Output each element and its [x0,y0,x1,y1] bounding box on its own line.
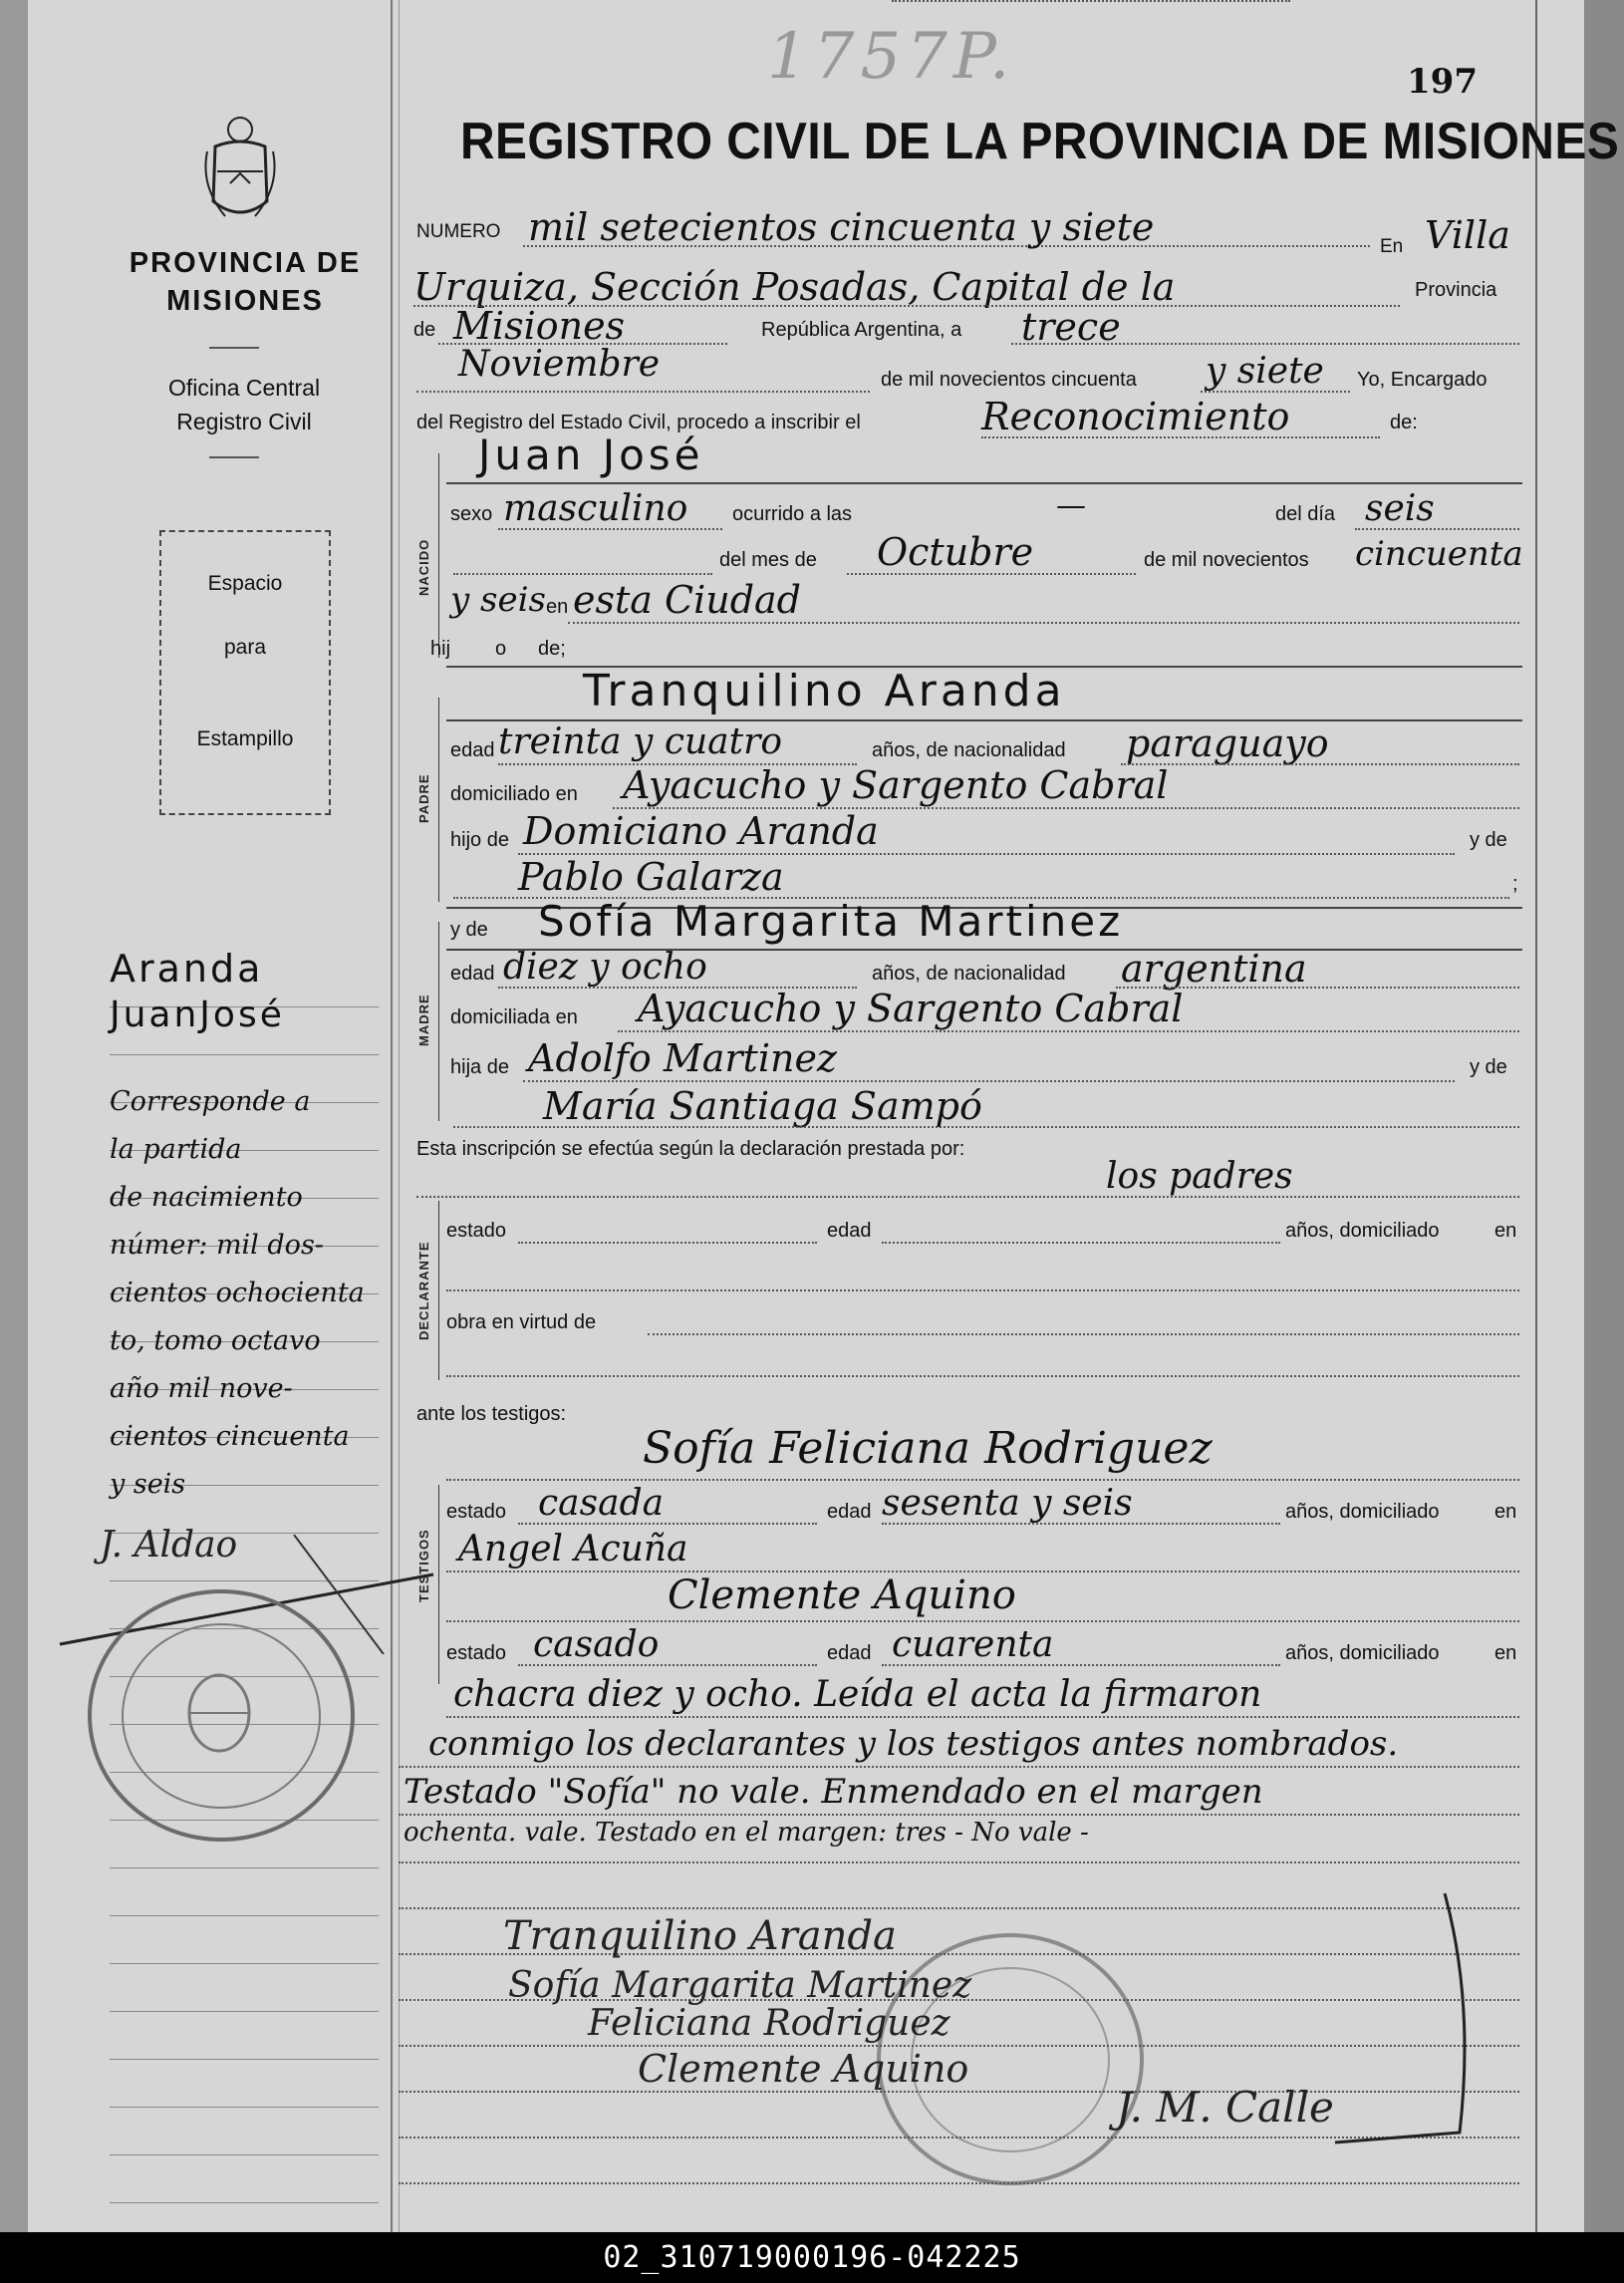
closing-line-2-rule [399,1814,1519,1816]
margin-surname: Aranda [110,947,264,991]
del-mes-label: del mes de [719,549,817,571]
margin-note-line: cientos ochocienta [110,1278,365,1308]
madre-madre-line [453,1126,1519,1128]
declarante-estado-line [518,1242,817,1244]
province-heading [96,244,395,320]
declarante-estado-label: estado [446,1220,507,1242]
sexo-line [498,528,722,530]
mes-blank-line [453,573,712,575]
madre-dom-value: Ayacucho y Sargento Cabral [638,987,1184,1030]
de-label: de [413,319,436,341]
padre-edad-label: edad [450,739,495,761]
sidebar-ruled-line [110,1963,379,1964]
margin-note-line: la partida [110,1134,242,1165]
padre-dom-label: domiciliado en [450,783,578,805]
del-mes-line [847,573,1136,575]
padre-madre-value: Pablo Galarza [518,855,784,899]
ocurrido-line [892,0,1290,2]
year2-value: y seis [450,580,546,620]
margin-note-line: cientos cincuenta [110,1421,350,1452]
madre-edad-value: diez y ocho [503,947,707,988]
sidebar-divider-inner [399,0,400,2232]
padre-nac-line [1121,763,1519,765]
month-value: Noviembre [458,344,661,385]
testigos-section-bar [438,1485,439,1684]
inscribir-label: del Registro del Estado Civil, procedo a inscribir el [416,412,861,433]
margin-note-line: Corresponde a [110,1086,311,1117]
en-label: En [1380,236,1404,257]
stamp-space-box [159,530,331,815]
signature-padre: Tranquilino Aranda [503,1913,897,1959]
office-heading [110,371,379,438]
de-mil-label: de mil novecientos [1144,549,1309,571]
sidebar-divider-dash [209,456,259,458]
obra-label: obra en virtud de [446,1311,597,1333]
padre-y-de-label: y de [1470,829,1507,851]
year-value: y siete [1206,351,1324,392]
closing-line-2: Testado "Sofía" no vale. Enmendado en el margen [404,1772,1263,1812]
padre-padre-value: Domiciano Aranda [523,809,879,853]
child-name-line [446,482,1522,484]
page-title: REGISTRO CIVIL DE LA PROVINCIA DE MISIONES [460,113,1620,170]
padre-hijo-de-label: hijo de [450,829,509,851]
testigo2-dom-line [446,1716,1519,1718]
image-id-footer: 02_310719000196-042225 [0,2232,1624,2283]
madre-padre-value: Adolfo Martinez [528,1036,837,1080]
signature-ruled-line [399,1861,1519,1863]
closing-line-3: ochenta. vale. Testado en el margen: tres - No vale - [404,1818,1089,1848]
sidebar-ruled-line [110,1915,379,1916]
de-value: Misiones [453,304,626,348]
inscribir-line [981,436,1380,438]
declarante-section-bar [438,1201,439,1380]
inscripcion-value: los padres [1106,1156,1293,1197]
del-dia-label: del día [1275,503,1336,525]
sidebar-divider-dash [209,347,259,349]
coat-of-arms-icon [195,112,285,231]
inscripcion-label: Esta inscripción se efectúa según la declaración prestada por: [416,1138,965,1160]
inscribir-value: Reconocimiento [981,395,1290,438]
testigo1-name: Sofía Feliciana Rodriguez [643,1423,1213,1474]
testigo2-en-label: en [1494,1642,1517,1664]
madre-nac-label: años, de nacionalidad [872,963,1066,985]
testigo1-estado-value: casada [538,1483,665,1524]
signature-madre: Sofía Margarita Martinez [508,1965,972,2006]
page-right-edge [1584,0,1624,2232]
month-line [416,391,870,393]
numero-label: NUMERO [416,221,501,242]
testigo1-anos-label: años, domiciliado [1285,1501,1440,1523]
testigo1-en-label: en [1494,1501,1517,1523]
sidebar-ruled-line [110,1054,379,1055]
margin-note-line: de nacimiento [110,1182,303,1213]
testigo1-edad-label: edad [827,1501,872,1523]
closing-line-1-rule [399,1766,1519,1768]
closing-line-1: conmigo los declarantes y los testigos antes nombrados. [428,1724,1399,1764]
binding-edge [0,0,28,2232]
madre-y-de-label: y de [450,919,488,941]
stamp-box-line-3: Estampillo [196,727,294,750]
padre-edad-value: treinta y cuatro [498,721,782,762]
padre-nac-value: paraguayo [1126,721,1329,765]
testigo1-edad-line [882,1523,1280,1525]
nacido-section-bar [438,453,439,658]
declarante-line-4 [446,1375,1519,1377]
provincia-label: Provincia [1415,279,1497,301]
sidebar-ruled-line [110,2011,379,2012]
padre-nac-label: años, de nacionalidad [872,739,1066,761]
year-line [1201,391,1350,393]
declarante-line-2 [446,1289,1519,1291]
madre-section-bar [438,922,439,1121]
sidebar-ruled-line [110,2154,379,2155]
testigo2-estado-value: casado [533,1624,660,1665]
sidebar-divider [391,0,393,2232]
padre-name: Tranquilino Aranda [583,666,1066,716]
official-flourish [1325,1883,1504,2162]
province-line-2: MISIONES [166,285,324,317]
declarante-edad-label: edad [827,1220,872,1242]
madre-dom-line [618,1030,1519,1032]
sidebar-ruled-line [110,2059,379,2060]
stamp-box-line-1: Espacio [207,572,283,595]
encargado-label: Yo, Encargado [1357,369,1488,391]
testigos-label: ante los testigos: [416,1403,567,1425]
madre-hija-de-label: hija de [450,1056,509,1078]
madre-padre-line [523,1080,1455,1082]
sexo-label: sexo [450,503,493,525]
del-mes-value: Octubre [877,530,1034,574]
declarante-en-label: en [1494,1220,1517,1242]
padre-semicolon: ; [1512,873,1518,895]
testigo2-anos-label: años, domiciliado [1285,1642,1440,1664]
margin-signature: J. Aldao [100,1525,238,1566]
madre-name: Sofía Margarita Martinez [538,897,1124,946]
civil-registry-seal [88,1589,355,1842]
testigo1-name-line [446,1479,1519,1481]
de3-label: de; [538,638,566,660]
day-line [1011,343,1519,345]
en2-label: en [546,596,569,618]
declarante-anos-label: años, domiciliado [1285,1220,1440,1242]
madre-edad-label: edad [450,963,495,985]
hij-value: o [495,638,507,660]
testigo2-edad-label: edad [827,1642,872,1664]
stamp-box-line-2: para [223,636,267,659]
margin-note-line: númer: mil dos- [110,1230,324,1261]
margin-given-name: JuanJosé [110,995,285,1035]
testigo1-edad-value: sesenta y seis [882,1483,1133,1524]
handwritten-record-number: 1757P. [767,20,1016,94]
day-value: trece [1021,305,1121,349]
de2-label: de: [1390,412,1418,433]
obra-line [648,1333,1519,1335]
signature-testigo-1: Feliciana Rodriguez [588,2003,950,2044]
page-number: 197 [1407,62,1478,102]
margin-note-line: y seis [110,1469,186,1500]
testigo1-dom-value: Angel Acuña [458,1529,688,1570]
declarante-edad-line [882,1242,1280,1244]
padre-section-bar [438,698,439,902]
section-label-testigos: TESTIGOS [416,1529,431,1602]
padre-dom-value: Ayacucho y Sargento Cabral [623,763,1169,807]
sidebar-ruled-line [110,1867,379,1868]
sidebar-ruled-line [110,2202,379,2203]
testigo1-estado-line [518,1523,817,1525]
office-line-1: Oficina Central [167,375,321,401]
testigo2-name: Clemente Aquino [668,1572,1016,1618]
inscripcion-line [416,1196,1519,1198]
madre-y-de-label: y de [1470,1056,1507,1078]
section-label-madre: MADRE [416,994,431,1046]
testigo2-estado-line [518,1664,817,1666]
place-value: Urquiza, Sección Posadas, Capital de la [413,265,1176,309]
signature-official: J. M. Calle [1116,2083,1334,2132]
signature-testigo-2: Clemente Aquino [638,2047,969,2091]
testigo2-edad-line [882,1664,1280,1666]
ocurrido-value: — [1056,488,1086,523]
testigo2-edad-value: cuarenta [892,1624,1054,1665]
child-name: Juan José [478,430,704,479]
form-right-border [1535,0,1537,2232]
year-label: de mil novecientos cincuenta [881,369,1137,391]
section-label-padre: PADRE [416,773,431,823]
sidebar-ruled-line [110,2107,379,2108]
testigo1-estado-label: estado [446,1501,507,1523]
seal-emblem-icon [179,1663,259,1763]
madre-nac-value: argentina [1121,947,1307,991]
margin-note-line: año mil nove- [110,1373,293,1404]
madre-madre-value: María Santiaga Sampó [543,1084,982,1128]
numero-value: mil setecientos cincuenta y siete [528,205,1155,249]
sexo-value: masculino [503,488,688,529]
en2-line [568,622,1519,624]
signature-ruled-line [399,2182,1519,2184]
en2-value: esta Ciudad [573,578,802,622]
section-label-nacido: NACIDO [416,538,431,596]
del-dia-value: seis [1365,488,1435,529]
del-dia-line [1355,528,1519,530]
testigo2-estado-label: estado [446,1642,507,1664]
hij-label: hij [430,638,451,660]
margin-note-line: to, tomo octavo [110,1325,321,1356]
madre-dom-label: domiciliada en [450,1006,578,1028]
en-value: Villa [1425,213,1510,257]
testigo2-dom-value: chacra diez y ocho. Leída el acta la firmaron [453,1674,1262,1715]
office-line-2: Registro Civil [176,409,312,434]
de-mil-value: cincuenta [1355,534,1523,574]
province-line-1: PROVINCIA DE [129,247,362,279]
section-label-declarante: DECLARANTE [416,1241,431,1340]
republica-label: República Argentina, a [761,319,962,341]
ocurrido-label: ocurrido a las [732,503,853,525]
testigo2-name-line [446,1620,1519,1622]
